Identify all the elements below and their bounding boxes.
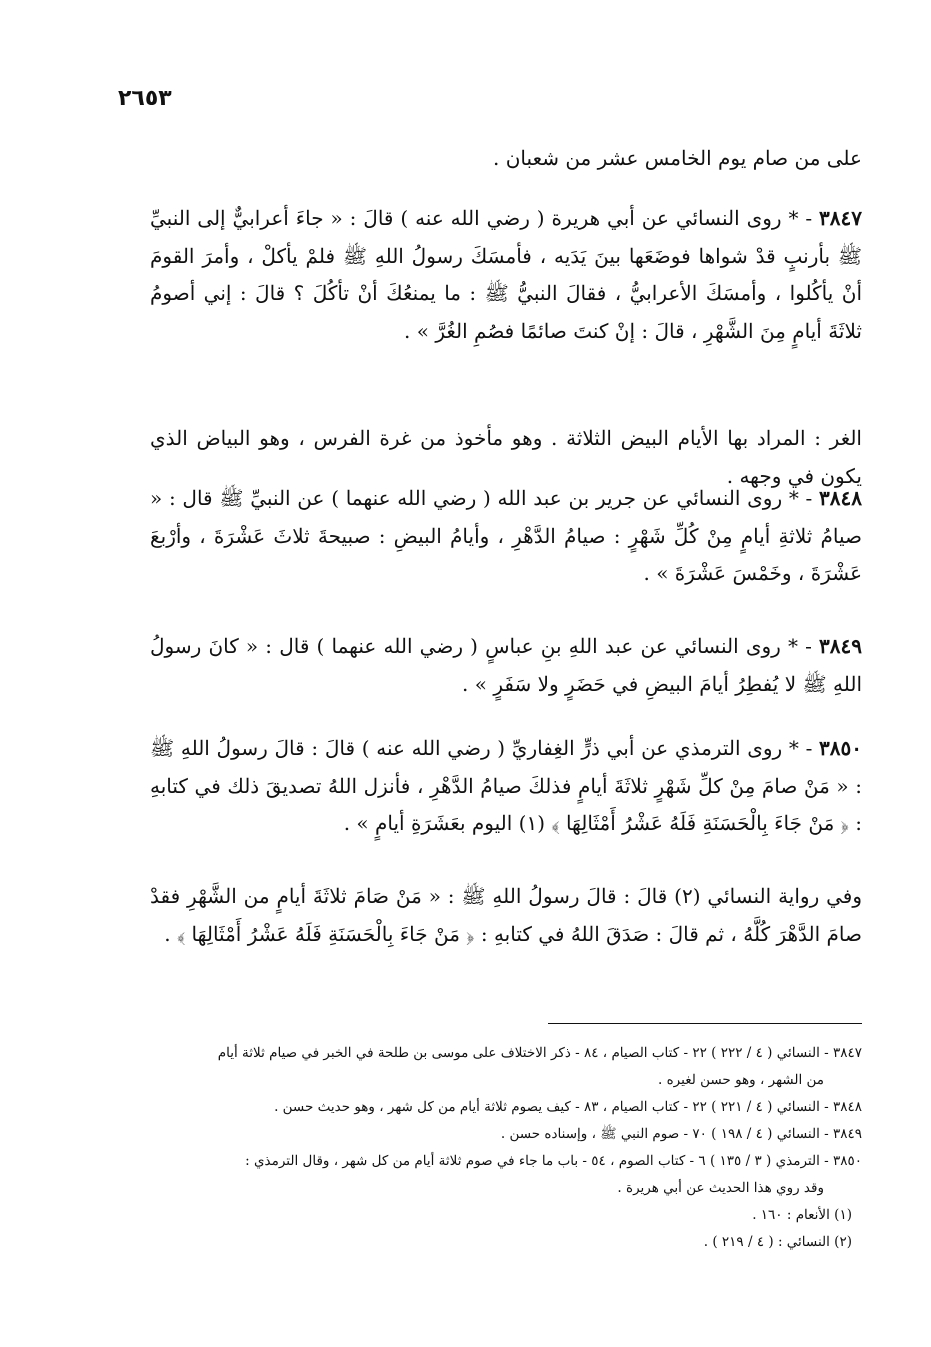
hadith-text: - * روى النسائي عن جرير بن عبد الله ( رضي الله عنهما ) عن النبيِّ ﷺ قال : « صيامُ ثلاثةِ أيامٍ مِنْ كُلِّ شَهْرٍ : صيامُ الدَّهْرِ ، وأيامُ البيضِ : صبيحةَ ثلاثَ عَشْرَةَ ، وأرْبعَ عَشْرَةَ ، وخَمْسَ عَشْرَةَ » .	[150, 486, 862, 585]
hadith-text: - * روى الترمذي عن أبي ذرٍّ الغِفاريِّ ( رضي الله عنه ) قالَ : قالَ رسولُ اللهِ ﷺ : « مَنْ صامَ مِنْ كلِّ شَهْرٍ ثلاثَةَ أيامٍ فذلكَ صيامُ الدَّهْرِ ، فأنزل اللهُ تصديقَ ذلك في كتابهِ : ﴿ مَنْ جَاءَ بِالْحَسَنَةِ فَلَهُ عَشْرُ أَمْثَالِهَا ﴾ (١) اليوم بعَشَرَةِ أيامٍ » .	[150, 736, 862, 835]
nasai-riwaya	[150, 878, 862, 953]
footnote-line: ٣٨٤٩ - النسائي ( ٤ / ١٩٨ ) ٧٠ - صوم النبي ﷺ ، وإسناده حسن .	[500, 1126, 862, 1142]
hadith-3849	[150, 628, 862, 703]
hadith-text: - * روى النسائي عن أبي هريرة ( رضي الله عنه ) قالَ : « جاءَ أعرابيٌّ إلى النبيِّ ﷺ بأرنبٍ قدْ شواها فوضَعَها بينَ يَدَيه ، فأمسَكَ رسولُ اللهِ ﷺ فلمْ يأكلْ ، وأمرَ القومَ أنْ يأكُلوا ، وأمسَكَ الأعرابيُّ ، فقالَ النبيُّ ﷺ : ما يمنعُكَ أنْ تأكُلَ ؟ قالَ : إني أصومُ ثلاثَةَ أيامٍ مِنَ الشَّهْرِ ، قالَ : إنْ كنتَ صائمًا فصُمِ الغُرَّ » .	[150, 206, 862, 343]
hadith-3850	[150, 730, 862, 843]
hadith-text: - * روى النسائي عن عبد اللهِ بنِ عباسٍ ( رضي الله عنهما ) قال : « كانَ رسولُ اللهِ ﷺ لا يُفطِرُ أيامَ البيضِ في حَضَرٍ ولا سَفَرٍ » .	[150, 634, 862, 696]
footnote-line: ٣٨٥٠ - الترمذي ( ٣ / ١٣٥ ) ٦ - كتاب الصوم ، ٥٤ - باب ما جاء في صوم ثلاثة أيام من كل شهر ، وقال الترمذي :	[245, 1153, 862, 1169]
hadith-number: ٣٨٤٨	[819, 486, 863, 510]
riwaya-paragraph	[150, 878, 862, 953]
hadith-paragraph	[150, 628, 862, 703]
hadith-paragraph	[150, 480, 862, 593]
intro-text: على من صام يوم الخامس عشر من شعبان .	[493, 146, 862, 170]
footnotes	[150, 1040, 862, 1256]
footnote-line: من الشهر ، وهو حسن لغيره .	[658, 1072, 824, 1088]
hadith-paragraph	[150, 730, 862, 843]
footnote-line: (٢) النسائي : ( ٤ / ٢١٩ ) .	[703, 1234, 852, 1250]
footnote-line: وقد روي هذا الحديث عن أبي هريرة .	[617, 1180, 824, 1196]
hadith-number: ٣٨٥٠	[819, 736, 863, 760]
riwaya-text: وفي رواية النسائي (٢) قالَ : قالَ رسولُ اللهِ ﷺ : « مَنْ صَامَ ثلاثَةَ أيامٍ من الشَّهْرِ فقدْ صامَ الدَّهْرَ كُلَّهُ ، ثم قالَ : صَدَقَ اللهُ في كتابهِ : ﴿ مَنْ جَاءَ بِالْحَسَنَةِ فَلَهُ عَشْرُ أَمْثَالِهَا ﴾ .	[150, 884, 862, 946]
footnote-separator	[548, 1023, 862, 1024]
footnote-line: (١) الأنعام : ١٦٠ .	[752, 1207, 852, 1223]
hadith-number: ٣٨٤٧	[819, 206, 862, 230]
page-number: ٢٦٥٣	[118, 86, 172, 111]
hadith-3847	[150, 200, 862, 350]
footnote-line: ٣٨٤٨ - النسائي ( ٤ / ٢٢١ ) ٢٢ - كتاب الصيام ، ٨٣ - كيف يصوم ثلاثة أيام من كل شهر ، وهو حديث حسن .	[274, 1099, 862, 1115]
hadith-paragraph	[150, 200, 862, 350]
gloss-text: الغر : المراد بها الأيام البيض الثلاثة . وهو مأخوذ من غرة الفرس ، وهو البياض الذي يكون في وجهه .	[150, 426, 862, 488]
intro-line	[150, 140, 862, 178]
hadith-number: ٣٨٤٩	[819, 634, 863, 658]
footnote-line: ٣٨٤٧ - النسائي ( ٤ / ٢٢٢ ) ٢٢ - كتاب الصيام ، ٨٤ - ذكر الاختلاف على موسى بن طلحة في الخبر في صيام ثلاثة أيام	[217, 1045, 862, 1061]
hadith-3848	[150, 480, 862, 593]
